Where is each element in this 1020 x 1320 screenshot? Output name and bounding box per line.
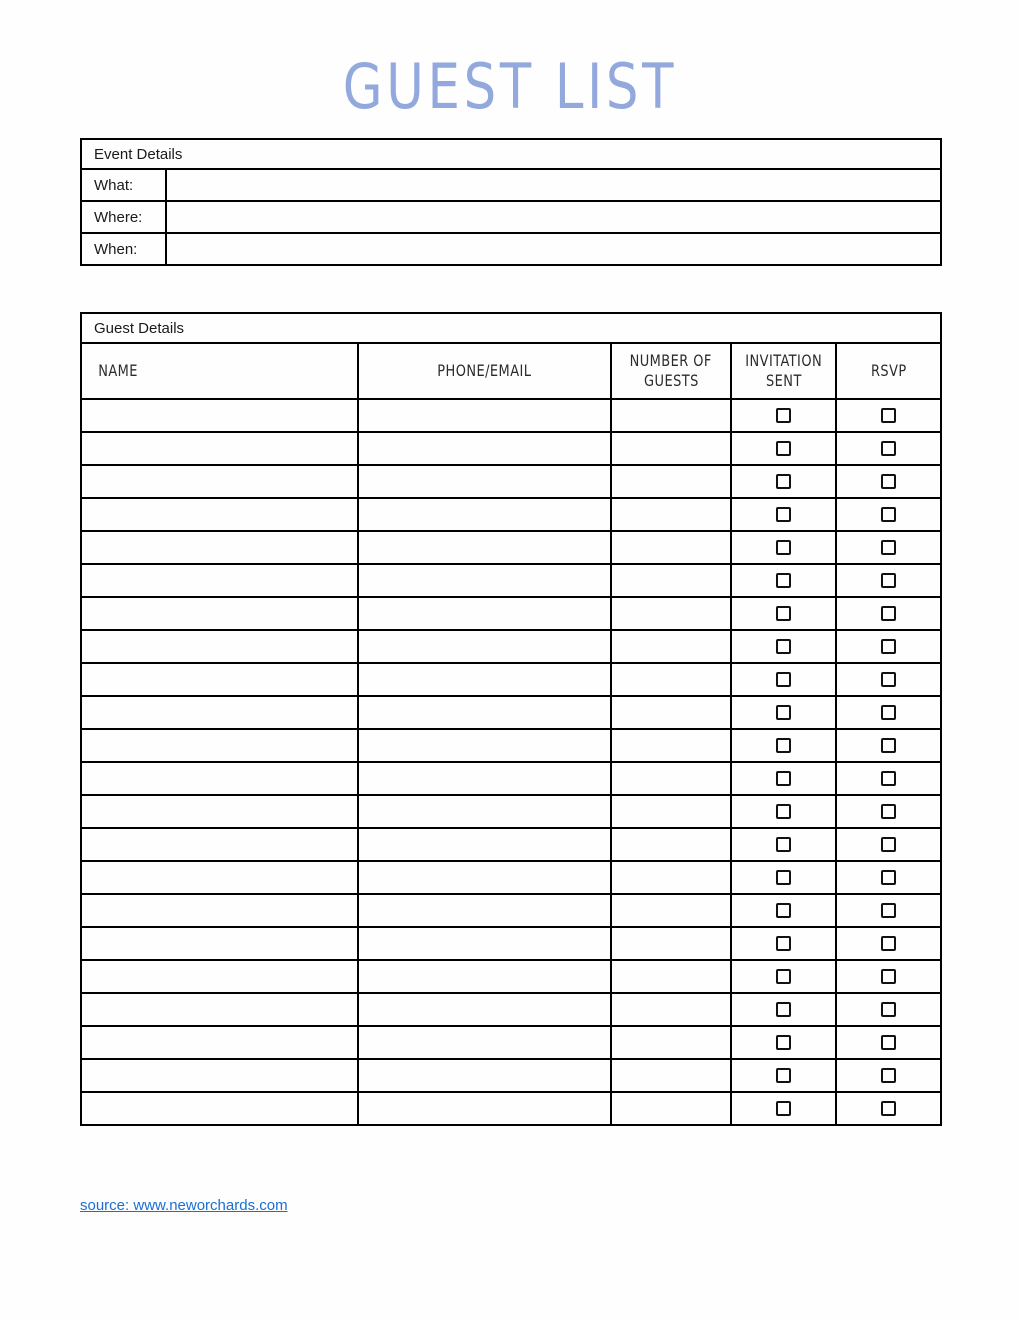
guest-contact-cell[interactable]: [358, 861, 611, 894]
guest-name-cell[interactable]: [81, 894, 358, 927]
guest-contact-cell[interactable]: [358, 729, 611, 762]
guest-invitation-sent-cell[interactable]: [731, 1026, 836, 1059]
guest-invitation-sent-cell[interactable]: [731, 993, 836, 1026]
table-row: [81, 399, 941, 432]
guest-contact-cell[interactable]: [358, 828, 611, 861]
invitation-sent-checkbox-icon[interactable]: [776, 738, 791, 753]
guest-rsvp-cell[interactable]: [836, 762, 941, 795]
event-details-band-row: [81, 139, 941, 169]
guest-count-cell[interactable]: [611, 630, 731, 663]
rsvp-checkbox-icon[interactable]: [881, 1068, 896, 1083]
guest-count-cell[interactable]: [611, 432, 731, 465]
table-row: [81, 729, 941, 762]
guest-name-cell[interactable]: [81, 498, 358, 531]
guest-name-cell[interactable]: [81, 1092, 358, 1125]
guest-name-cell[interactable]: [81, 630, 358, 663]
guest-column-header-number-of-guests: [611, 343, 731, 399]
event-field-what[interactable]: [166, 169, 941, 201]
guest-invitation-sent-cell[interactable]: [731, 795, 836, 828]
guest-count-cell[interactable]: [611, 597, 731, 630]
rsvp-checkbox-icon[interactable]: [881, 540, 896, 555]
rsvp-checkbox-icon[interactable]: [881, 474, 896, 489]
table-row: [81, 630, 941, 663]
guest-column-header-line: SENT: [765, 371, 802, 390]
source-link[interactable]: source: www.neworchards.com: [80, 1197, 288, 1214]
guest-column-header-line: PHONE/EMAIL: [437, 361, 532, 380]
table-row: [81, 762, 941, 795]
rsvp-checkbox-icon[interactable]: [881, 573, 896, 588]
guest-invitation-sent-cell[interactable]: [731, 531, 836, 564]
table-row: [81, 861, 941, 894]
guest-column-header-name: [81, 343, 358, 399]
guest-contact-cell[interactable]: [358, 465, 611, 498]
rsvp-checkbox-icon[interactable]: [881, 606, 896, 621]
guest-name-cell[interactable]: [81, 1059, 358, 1092]
guest-rsvp-cell[interactable]: [836, 894, 941, 927]
invitation-sent-checkbox-icon[interactable]: [776, 870, 791, 885]
guest-column-header-phone-email: [358, 343, 611, 399]
event-details-body: [81, 139, 941, 265]
guest-rsvp-cell[interactable]: [836, 960, 941, 993]
guest-column-header-rsvp: [836, 343, 941, 399]
guest-rsvp-cell[interactable]: [836, 531, 941, 564]
invitation-sent-checkbox-icon[interactable]: [776, 606, 791, 621]
rsvp-checkbox-icon[interactable]: [881, 1035, 896, 1050]
guest-count-cell[interactable]: [611, 927, 731, 960]
event-details-table: [80, 138, 942, 266]
guest-invitation-sent-cell[interactable]: [731, 894, 836, 927]
rsvp-checkbox-icon[interactable]: [881, 672, 896, 687]
guest-count-cell[interactable]: [611, 399, 731, 432]
guest-contact-cell[interactable]: [358, 795, 611, 828]
guest-name-cell[interactable]: [81, 762, 358, 795]
guest-rsvp-cell[interactable]: [836, 498, 941, 531]
guest-details-band-row: [81, 313, 941, 343]
invitation-sent-checkbox-icon[interactable]: [776, 408, 791, 423]
guest-invitation-sent-cell[interactable]: [731, 861, 836, 894]
guest-rsvp-cell[interactable]: [836, 828, 941, 861]
guest-count-cell[interactable]: [611, 1059, 731, 1092]
rsvp-checkbox-icon[interactable]: [881, 903, 896, 918]
guest-contact-cell[interactable]: [358, 531, 611, 564]
table-row: [81, 531, 941, 564]
invitation-sent-checkbox-icon[interactable]: [776, 507, 791, 522]
guest-rsvp-cell[interactable]: [836, 927, 941, 960]
table-row: [81, 1059, 941, 1092]
invitation-sent-checkbox-icon[interactable]: [776, 1068, 791, 1083]
guest-contact-cell[interactable]: [358, 432, 611, 465]
table-row: [81, 960, 941, 993]
guest-contact-cell[interactable]: [358, 663, 611, 696]
guest-rsvp-cell[interactable]: [836, 795, 941, 828]
guest-invitation-sent-cell[interactable]: [731, 597, 836, 630]
guest-contact-cell[interactable]: [358, 399, 611, 432]
rsvp-checkbox-icon[interactable]: [881, 705, 896, 720]
guest-invitation-sent-cell[interactable]: [731, 696, 836, 729]
guest-invitation-sent-cell[interactable]: [731, 465, 836, 498]
guest-contact-cell[interactable]: [358, 1059, 611, 1092]
rsvp-checkbox-icon[interactable]: [881, 1101, 896, 1116]
guest-name-cell[interactable]: [81, 597, 358, 630]
invitation-sent-checkbox-icon[interactable]: [776, 1002, 791, 1017]
table-row: [81, 597, 941, 630]
guest-contact-cell[interactable]: [358, 1092, 611, 1125]
guest-rsvp-cell[interactable]: [836, 597, 941, 630]
event-label-where: Where:: [81, 201, 166, 233]
guest-invitation-sent-cell[interactable]: [731, 564, 836, 597]
guest-rsvp-cell[interactable]: [836, 465, 941, 498]
guest-contact-cell[interactable]: [358, 1026, 611, 1059]
guest-rsvp-cell[interactable]: [836, 1092, 941, 1125]
rsvp-checkbox-icon[interactable]: [881, 837, 896, 852]
guest-contact-cell[interactable]: [358, 630, 611, 663]
guest-invitation-sent-cell[interactable]: [731, 828, 836, 861]
event-row-where: [81, 201, 941, 233]
guest-invitation-sent-cell[interactable]: [731, 927, 836, 960]
table-row: [81, 927, 941, 960]
guest-rsvp-cell[interactable]: [836, 564, 941, 597]
rsvp-checkbox-icon[interactable]: [881, 639, 896, 654]
rsvp-checkbox-icon[interactable]: [881, 441, 896, 456]
guest-column-header-line: NUMBER OF: [629, 351, 713, 370]
event-field-when[interactable]: [166, 233, 941, 265]
guest-rsvp-cell[interactable]: [836, 432, 941, 465]
guest-count-cell[interactable]: [611, 993, 731, 1026]
guest-name-cell[interactable]: [81, 465, 358, 498]
invitation-sent-checkbox-icon[interactable]: [776, 441, 791, 456]
guest-contact-cell[interactable]: [358, 927, 611, 960]
guest-rsvp-cell[interactable]: [836, 993, 941, 1026]
invitation-sent-checkbox-icon[interactable]: [776, 804, 791, 819]
table-row: [81, 696, 941, 729]
guest-rsvp-cell[interactable]: [836, 630, 941, 663]
invitation-sent-checkbox-icon[interactable]: [776, 969, 791, 984]
invitation-sent-checkbox-icon[interactable]: [776, 1035, 791, 1050]
guest-name-cell[interactable]: [81, 861, 358, 894]
rsvp-checkbox-icon[interactable]: [881, 870, 896, 885]
guest-count-cell[interactable]: [611, 795, 731, 828]
guest-column-header-line: RSVP: [870, 361, 907, 380]
rsvp-checkbox-icon[interactable]: [881, 408, 896, 423]
guest-invitation-sent-cell[interactable]: [731, 1092, 836, 1125]
invitation-sent-checkbox-icon[interactable]: [776, 936, 791, 951]
invitation-sent-checkbox-icon[interactable]: [776, 573, 791, 588]
guest-column-header-line: GUESTS: [643, 371, 699, 390]
guest-count-cell[interactable]: [611, 663, 731, 696]
guest-name-cell[interactable]: [81, 927, 358, 960]
guest-details-body: [81, 313, 941, 1125]
invitation-sent-checkbox-icon[interactable]: [776, 672, 791, 687]
guest-invitation-sent-cell[interactable]: [731, 762, 836, 795]
guest-details-table: [80, 312, 942, 1126]
table-row: [81, 1092, 941, 1125]
guest-column-header-invitation-sent: [731, 343, 836, 399]
guest-rsvp-cell[interactable]: [836, 663, 941, 696]
guest-name-cell[interactable]: [81, 729, 358, 762]
invitation-sent-checkbox-icon[interactable]: [776, 705, 791, 720]
guest-count-cell[interactable]: [611, 498, 731, 531]
guest-rsvp-cell[interactable]: [836, 696, 941, 729]
event-details-band-label: Event Details: [81, 139, 941, 169]
guest-name-cell[interactable]: [81, 432, 358, 465]
guest-invitation-sent-cell[interactable]: [731, 1059, 836, 1092]
table-row: [81, 564, 941, 597]
guest-invitation-sent-cell[interactable]: [731, 729, 836, 762]
invitation-sent-checkbox-icon[interactable]: [776, 903, 791, 918]
guest-count-cell[interactable]: [611, 696, 731, 729]
guest-name-cell[interactable]: [81, 828, 358, 861]
table-row: [81, 465, 941, 498]
guest-name-cell[interactable]: [81, 960, 358, 993]
guest-column-header-line: NAME: [98, 361, 138, 380]
rsvp-checkbox-icon[interactable]: [881, 507, 896, 522]
guest-name-cell[interactable]: [81, 399, 358, 432]
guest-count-cell[interactable]: [611, 894, 731, 927]
table-row: [81, 993, 941, 1026]
guest-invitation-sent-cell[interactable]: [731, 399, 836, 432]
guest-name-cell[interactable]: [81, 564, 358, 597]
guest-contact-cell[interactable]: [358, 564, 611, 597]
rsvp-checkbox-icon[interactable]: [881, 969, 896, 984]
guest-contact-cell[interactable]: [358, 960, 611, 993]
guest-name-cell[interactable]: [81, 1026, 358, 1059]
guest-contact-cell[interactable]: [358, 696, 611, 729]
guest-name-cell[interactable]: [81, 663, 358, 696]
event-row-when: [81, 233, 941, 265]
guest-contact-cell[interactable]: [358, 597, 611, 630]
rsvp-checkbox-icon[interactable]: [881, 771, 896, 786]
guest-rsvp-cell[interactable]: [836, 1059, 941, 1092]
guest-contact-cell[interactable]: [358, 894, 611, 927]
guest-count-cell[interactable]: [611, 465, 731, 498]
guest-rsvp-cell[interactable]: [836, 861, 941, 894]
guest-column-header-line: INVITATION: [745, 351, 822, 370]
guest-invitation-sent-cell[interactable]: [731, 663, 836, 696]
guest-invitation-sent-cell[interactable]: [731, 630, 836, 663]
table-row: [81, 795, 941, 828]
event-label-what: What:: [81, 169, 166, 201]
guest-rsvp-cell[interactable]: [836, 399, 941, 432]
guest-count-cell[interactable]: [611, 828, 731, 861]
guest-table-header-row: [81, 343, 941, 399]
guest-invitation-sent-cell[interactable]: [731, 498, 836, 531]
guest-invitation-sent-cell[interactable]: [731, 960, 836, 993]
table-row: [81, 432, 941, 465]
table-row: [81, 498, 941, 531]
invitation-sent-checkbox-icon[interactable]: [776, 837, 791, 852]
guest-name-cell[interactable]: [81, 531, 358, 564]
guest-name-cell[interactable]: [81, 993, 358, 1026]
table-row: [81, 663, 941, 696]
table-row: [81, 894, 941, 927]
guest-count-cell[interactable]: [611, 729, 731, 762]
invitation-sent-checkbox-icon[interactable]: [776, 474, 791, 489]
guest-count-cell[interactable]: [611, 1092, 731, 1125]
guest-contact-cell[interactable]: [358, 762, 611, 795]
guest-count-cell[interactable]: [611, 564, 731, 597]
guest-count-cell[interactable]: [611, 531, 731, 564]
guest-count-cell[interactable]: [611, 762, 731, 795]
table-row: [81, 828, 941, 861]
invitation-sent-checkbox-icon[interactable]: [776, 771, 791, 786]
rsvp-checkbox-icon[interactable]: [881, 804, 896, 819]
event-label-when: When:: [81, 233, 166, 265]
guest-rsvp-cell[interactable]: [836, 1026, 941, 1059]
guest-count-cell[interactable]: [611, 1026, 731, 1059]
invitation-sent-checkbox-icon[interactable]: [776, 540, 791, 555]
rsvp-checkbox-icon[interactable]: [881, 1002, 896, 1017]
event-field-where[interactable]: [166, 201, 941, 233]
guest-contact-cell[interactable]: [358, 498, 611, 531]
event-row-what: [81, 169, 941, 201]
page-title: GUEST LIST: [342, 50, 678, 123]
guest-invitation-sent-cell[interactable]: [731, 432, 836, 465]
guest-count-cell[interactable]: [611, 960, 731, 993]
rsvp-checkbox-icon[interactable]: [881, 738, 896, 753]
guest-rsvp-cell[interactable]: [836, 729, 941, 762]
rsvp-checkbox-icon[interactable]: [881, 936, 896, 951]
guest-details-band-label: Guest Details: [81, 313, 941, 343]
guest-contact-cell[interactable]: [358, 993, 611, 1026]
guest-name-cell[interactable]: [81, 696, 358, 729]
invitation-sent-checkbox-icon[interactable]: [776, 639, 791, 654]
guest-name-cell[interactable]: [81, 795, 358, 828]
guest-count-cell[interactable]: [611, 861, 731, 894]
invitation-sent-checkbox-icon[interactable]: [776, 1101, 791, 1116]
table-row: [81, 1026, 941, 1059]
